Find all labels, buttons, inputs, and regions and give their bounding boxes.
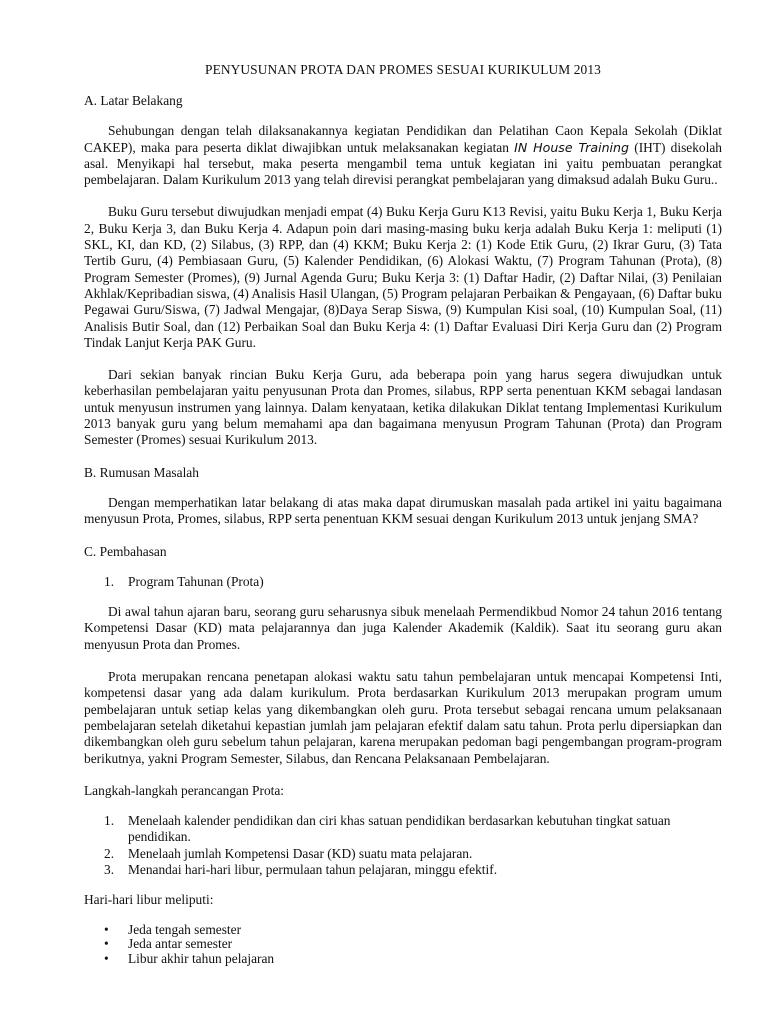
paragraph-text: Sehubungan dengan telah dilaksanakannya kegiatan Pendidikan dan Pelatihan Caon Kepala Sekolah (Diklat CAKEP), maka para peserta diklat diwajibkan untuk melaksanakan kegiatan (84, 123, 722, 155)
bullet-icon: • (104, 936, 109, 952)
list-item (84, 846, 722, 862)
steps-intro: Langkah-langkah perancangan Prota: (84, 782, 285, 798)
paragraph-text: (IHT) disekolah asal. Menyikapi hal tersebut, maka peserta mengambil tema untuk kegiatan ini yaitu pembuatan perangkat pembelajaran. Dalam Kurikulum 2013 yang telah direvisi perangkat pembelajaran yang dimaksud adalah Buku Guru.. (84, 139, 722, 188)
list-item (84, 813, 722, 846)
section-a-paragraph-2: Buku Guru tersebut diwujudkan menjadi empat (4) Buku Kerja Guru K13 Revisi, yaitu Buku Kerja 1, Buku Kerja 2, Buku Kerja 3, dan Buku Kerja 4. Adapun poin dari masing-masing buku kerja adalah Buku Kerja 1: meliputi (1) SKL, KI, dan KD, (2) Silabus, (3) RPP, dan (4) KKM; Buku Kerja 2: (1) Kode Etik Guru, (2) Ikrar Guru, (3) Tata Tertib Guru, (4) Pembiasaan Guru, (5) Kalender Pendidikan, (6) Alokasi Waktu, (7) Program Tahunan (Prota), (8) Program Semester (Promes), (9) Jurnal Agenda Guru; Buku Kerja 3: (1) Daftar Hadir, (2) Daftar Nilai, (3) Penilaian Akhlak/Kepribadian siswa, (4) Analisis Hasil Ulangan, (5) Program pelajaran Perbaikan & Pengayaan, (6) Daftar buku Pegawai Guru/Siswa, (7) Jadwal Mengajar, (8)Daya Serap Siswa, (9) Kumpulan Kisi soal, (10) Kumpulan Soal, (11) Analisis Butir Soal, dan (12) Perbaikan Soal dan Buku Kerja 4: (1) Daftar Evaluasi Diri Kerja Guru dan (2) Program Tindak Lanjut Kerja PAK Guru. (84, 204, 722, 350)
section-c-paragraph-1: Di awal tahun ajaran baru, seorang guru seharusnya sibuk menelaah Permendikbud Nomor 24 tahun 2016 tentang Kompetensi Dasar (KD) mata pelajarannya dan juga Kalender Akademik (Kaldik). Saat itu seorang guru akan menyusun Prota dan Promes. (84, 604, 722, 652)
section-a-paragraph-3: Dari sekian banyak rincian Buku Kerja Guru, ada beberapa poin yang harus segera diwujudkan untuk keberhasilan pembelajaran yaitu penyusunan Prota dan Promes, silabus, RPP serta penentuan KKM sebagai landasan untuk menyusun instrumen yang lainnya. Dalam kenyataan, ketika dilakukan Diklat tentang Implementasi Kurikulum 2013 banyak guru yang belum memahami apa dan bagaimana menyusun Program Tahunan (Prota) dan Program Semester (Promes) sesuai Kurikulum 2013. (84, 367, 722, 448)
list-text: Menelaah kalender pendidikan dan ciri khas satuan pendidikan berdasarkan kebutuhan tingkat satuan pendidikan. (128, 813, 671, 845)
italic-term: IN House Training (514, 139, 630, 155)
subsection-heading (84, 574, 722, 590)
subsection-number: 1. (104, 573, 115, 589)
list-text: Menelaah jumlah Kompetensi Dasar (KD) suatu mata pelajaran. (128, 845, 473, 861)
bullet-icon: • (104, 921, 109, 937)
list-number: 1. (104, 813, 115, 829)
list-item (84, 937, 722, 952)
section-b-heading: B. Rumusan Masalah (84, 464, 199, 480)
list-text: Jeda tengah semester (128, 921, 242, 937)
list-item (84, 862, 722, 878)
bullet-icon: • (104, 950, 109, 966)
list-item (84, 952, 722, 967)
subsection-label: Program Tahunan (Prota) (128, 573, 264, 589)
holidays-list (84, 923, 722, 967)
section-b-paragraph-1: Dengan memperhatikan latar belakang di atas maka dapat dirumuskan masalah pada artikel ini yaitu bagaimana menyusun Prota, Promes, silabus, RPP serta penentuan KKM sesuai dengan Kurikulum 2013 untuk jenjang SMA? (84, 494, 722, 527)
holidays-intro: Hari-hari libur meliputi: (84, 892, 214, 908)
list-number: 2. (104, 845, 115, 861)
steps-list (84, 813, 722, 878)
section-a-heading: A. Latar Belakang (84, 93, 183, 108)
list-text: Libur akhir tahun pelajaran (128, 950, 275, 966)
list-text: Menandai hari-hari libur, permulaan tahun pelajaran, minggu efektif. (128, 861, 498, 877)
section-c-paragraph-2: Prota merupakan rencana penetapan alokasi waktu satu tahun pembelajaran untuk mencapai Kompetensi Inti, kompetensi dasar yang ada dalam kurikulum. Prota berdasarkan Kurikulum 2013 merupakan program umum pembelajaran untuk setiap kelas yang dikembangkan oleh guru. Prota tersebut sebagai rencana umum pelaksanaan pembelajaran setelah diketahui kepastian jumlah jam pelajaran efektif dalam satu tahun. Prota perlu dipersiapkan dan dikembangkan oleh guru sebelum tahun pelajaran, karena merupakan pedoman bagi pengembangan program-program berikutnya, yakni Program Semester, Silabus, dan Rencana Pelaksanaan Pembelajaran. (84, 669, 722, 766)
list-item (84, 923, 722, 938)
section-a-paragraph-1 (84, 123, 722, 188)
document-title: PENYUSUNAN PROTA DAN PROMES SESUAI KURIKULUM 2013 (205, 62, 601, 77)
section-c-heading: C. Pembahasan (84, 543, 167, 559)
list-text: Jeda antar semester (128, 936, 233, 952)
list-number: 3. (104, 861, 115, 877)
